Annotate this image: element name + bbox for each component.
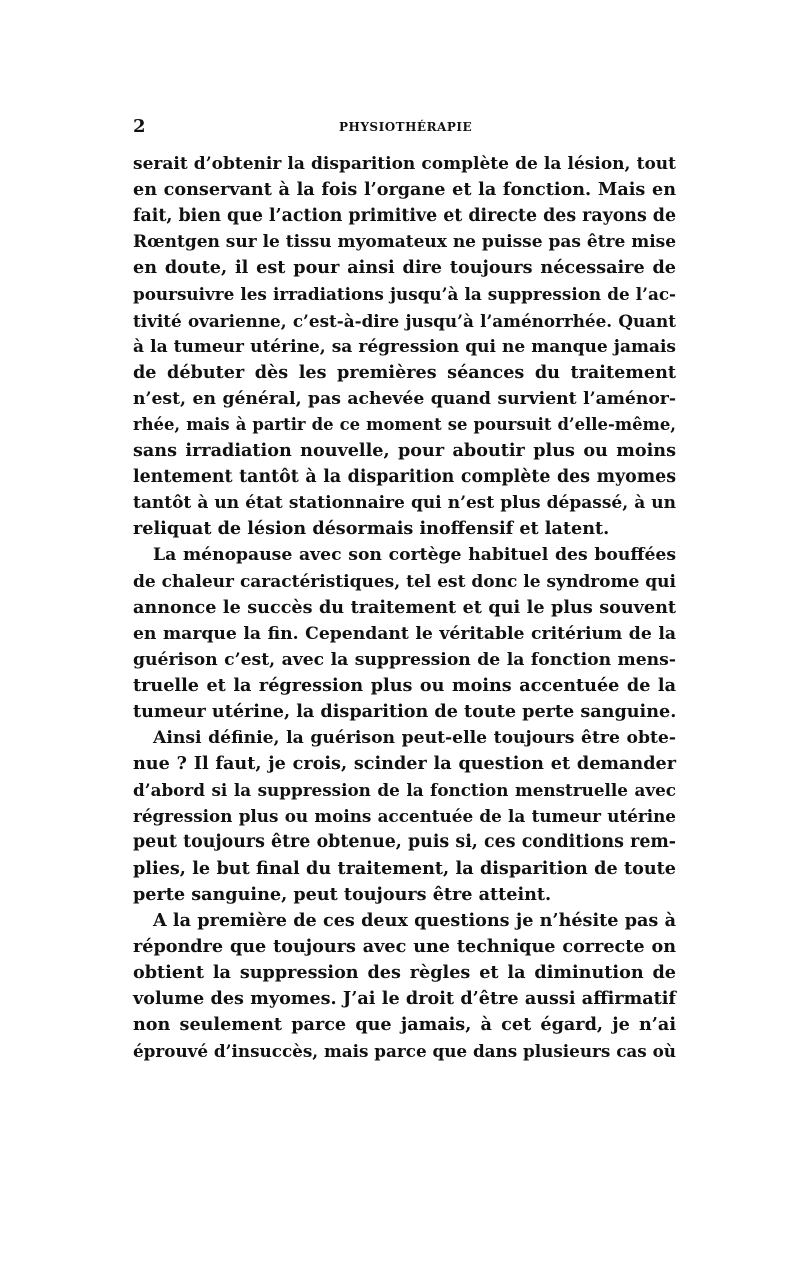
text-line: de chaleur caractéristiques, tel est donc le syndrome qui <box>133 571 676 592</box>
text-line: tumeur utérine, la disparition de toute perte sanguine. <box>133 700 677 722</box>
text-line: régression plus ou moins accentuée de la tumeur utérine <box>133 806 676 827</box>
text-line: serait d’obtenir la disparition complète de la lésion, tout <box>133 154 676 174</box>
text-line: en marque la fin. Cependant le véritable critérium de la <box>133 623 676 644</box>
text-line: Rœntgen sur le tissu myomateux ne puisse pas être mise <box>133 232 677 253</box>
text-line: perte sanguine, peut toujours être atteint. <box>133 883 552 905</box>
text-line: de débuter dès les premières séances du traitement <box>133 361 676 383</box>
text-line: annonce le succès du traitement et qui le plus souvent <box>133 596 676 618</box>
text-line: volume des myomes. J’ai le droit d’être aussi affirmatif <box>133 988 676 1009</box>
text-line: d’abord si la suppression de la fonction menstruelle avec <box>133 780 676 801</box>
text-line: tantôt à un état stationnaire qui n’est plus dépassé, à un <box>133 493 676 514</box>
text-line: sans irradiation nouvelle, pour aboutir plus ou moins <box>133 440 676 462</box>
text-line: fait, bien que l’action primitive et directe des rayons de <box>133 206 677 227</box>
text-line: guérison c’est, avec la suppression de la fonction mens- <box>133 649 676 670</box>
text-line: non seulement parce que jamais, à cet égard, je n’ai <box>133 1014 676 1036</box>
text-line: peut toujours être obtenue, puis si, ces conditions rem- <box>133 832 676 853</box>
running-head <box>133 116 675 138</box>
text-line: nue ? Il faut, je crois, scinder la question et demander <box>133 753 676 775</box>
text-line: plies, le but final du traitement, la disparition de toute <box>133 857 676 879</box>
text-line: truelle et la régression plus ou moins accentuée de la <box>133 674 676 696</box>
text-line: tivité ovarienne, c’est-à-dire jusqu’à l’aménorrhée. Quant <box>133 310 676 331</box>
running-title: PHYSIOTHÉRAPIE <box>339 120 473 134</box>
text-line: éprouvé d’insuccès, mais parce que dans plusieurs cas où <box>133 1041 676 1062</box>
text-line: A la première de ces deux questions je n’hésite pas à <box>153 909 676 931</box>
text-line: obtient la suppression des règles et la diminution de <box>133 961 676 983</box>
text-line: à la tumeur utérine, sa régression qui ne manque jamais <box>133 336 676 357</box>
text-line: reliquat de lésion désormais inoffensif et latent. <box>133 518 610 540</box>
text-line: lentement tantôt à la disparition complète des myomes <box>133 467 676 488</box>
text-line: n’est, en général, pas achevée quand survient l’aménor- <box>133 388 676 409</box>
text-line: répondre que toujours avec une technique correcte on <box>133 935 676 957</box>
text-line: en conservant à la fois l’organe et la fonction. Mais en <box>133 179 676 201</box>
text-line: La ménopause avec son cortège habituel des bouffées <box>153 545 676 566</box>
text-line: Ainsi définie, la guérison peut-elle toujours être obte- <box>153 728 676 749</box>
text-line: rhée, mais à partir de ce moment se poursuit d’elle-même, <box>133 414 676 434</box>
text-line: poursuivre les irradiations jusqu’à la suppression de l’ac- <box>133 284 676 305</box>
text-line: en doute, il est pour ainsi dire toujours nécessaire de <box>133 257 676 279</box>
page-number: 2 <box>133 116 146 137</box>
body-text <box>133 151 676 1064</box>
